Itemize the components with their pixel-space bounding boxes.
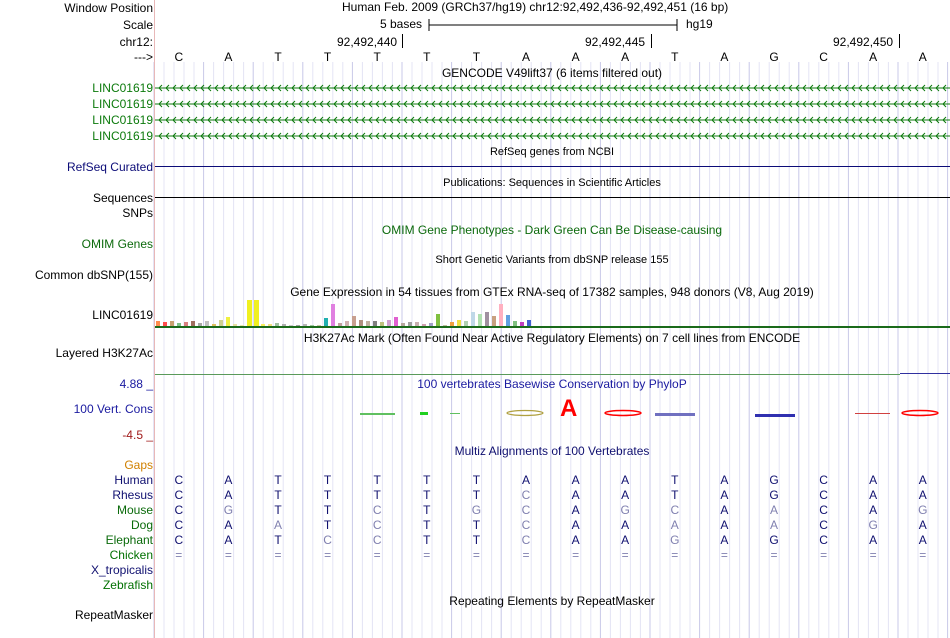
gencode-item-1[interactable]: LINC01619 bbox=[92, 81, 153, 95]
omim-label[interactable]: OMIM Genes bbox=[81, 237, 153, 251]
alignment-base: C bbox=[372, 503, 382, 517]
phylop-label[interactable]: 100 Vert. Cons bbox=[73, 402, 153, 416]
alignment-base: = bbox=[274, 548, 282, 562]
alignment-base: A bbox=[769, 518, 778, 532]
alignment-base: C bbox=[372, 533, 382, 547]
alignment-base: A bbox=[769, 503, 778, 517]
species-label-x_tropicalis[interactable]: X_tropicalis bbox=[90, 563, 153, 577]
species-label-rhesus[interactable]: Rhesus bbox=[112, 488, 153, 502]
phylop-mark bbox=[360, 413, 395, 415]
alignment-base: T bbox=[671, 473, 679, 487]
gtex-expression-bars[interactable] bbox=[155, 298, 950, 328]
alignment-base: G bbox=[918, 503, 928, 517]
alignment-base: = bbox=[869, 548, 877, 562]
alignment-base: T bbox=[323, 503, 332, 517]
alignment-base: C bbox=[819, 518, 828, 532]
ruler-tick-mark-3 bbox=[899, 34, 900, 48]
gencode-track-title[interactable]: GENCODE V49lift37 (6 items filtered out) bbox=[441, 66, 663, 80]
alignment-base: = bbox=[324, 548, 332, 562]
alignment-base: A bbox=[720, 503, 729, 517]
alignment-base: A bbox=[720, 473, 729, 487]
alignment-base: C bbox=[323, 533, 332, 547]
alignment-base: C bbox=[521, 503, 531, 517]
window-position-label: Window Position bbox=[64, 1, 153, 15]
alignment-base: C bbox=[521, 488, 531, 502]
ruler-tick-mark-1 bbox=[402, 34, 403, 48]
alignment-base: = bbox=[919, 548, 927, 562]
phylop-conservation-glyphs[interactable] bbox=[155, 394, 950, 424]
alignment-base: C bbox=[174, 503, 184, 517]
alignment-base: A bbox=[670, 518, 679, 532]
alignment-base: G bbox=[670, 533, 680, 547]
alignment-base: T bbox=[373, 488, 381, 502]
ruler-tick-3: 92,492,450 bbox=[833, 35, 894, 49]
strand-label: ---> bbox=[134, 50, 153, 64]
gtex-tissue-bar[interactable] bbox=[254, 300, 259, 326]
gtex-tissue-bar[interactable] bbox=[324, 318, 328, 326]
phylop-mark bbox=[507, 411, 543, 416]
alignment-base: A bbox=[571, 488, 580, 502]
alignment-base: A bbox=[571, 518, 580, 532]
alignment-base: T bbox=[423, 518, 431, 532]
alignment-base: T bbox=[373, 473, 381, 487]
alignment-base: T bbox=[472, 518, 481, 532]
base-letter: A bbox=[571, 50, 580, 64]
gtex-tissue-bar[interactable] bbox=[247, 300, 252, 326]
gtex-tissue-bar[interactable] bbox=[471, 312, 475, 326]
gtex-label[interactable]: LINC01619 bbox=[92, 308, 153, 322]
alignment-base: A bbox=[224, 518, 233, 532]
gtex-track-title[interactable]: Gene Expression in 54 tissues from GTEx RNA-seq of 17382 samples, 948 donors (V8, Aug 2019) bbox=[290, 285, 814, 299]
phylop-mark bbox=[420, 412, 428, 415]
alignment-base: T bbox=[274, 473, 282, 487]
alignment-base: T bbox=[423, 488, 431, 502]
base-letter: T bbox=[274, 50, 282, 64]
base-letter: T bbox=[323, 50, 332, 64]
alignment-base: A bbox=[571, 473, 580, 487]
gtex-tissue-bar[interactable] bbox=[499, 304, 503, 326]
ruler-tick-1: 92,492,440 bbox=[337, 35, 398, 49]
alignment-base: A bbox=[224, 473, 233, 487]
alignment-base: C bbox=[819, 473, 828, 487]
gtex-tissue-bar[interactable] bbox=[506, 315, 510, 326]
base-letter: T bbox=[671, 50, 679, 64]
refseq-line bbox=[155, 166, 950, 167]
alignment-base: A bbox=[720, 518, 729, 532]
alignment-base: = bbox=[572, 548, 580, 562]
alignment-base: T bbox=[472, 488, 481, 502]
multiz-track-title[interactable]: Multiz Alignments of 100 Vertebrates bbox=[454, 444, 650, 458]
base-letter: T bbox=[423, 50, 431, 64]
scale-text: 5 bases bbox=[380, 17, 423, 31]
gtex-tissue-bar[interactable] bbox=[331, 304, 335, 326]
gtex-tissue-bar[interactable] bbox=[394, 317, 398, 326]
alignment-base: = bbox=[621, 548, 629, 562]
alignment-base: G bbox=[769, 533, 779, 547]
alignment-base: C bbox=[670, 503, 680, 517]
alignment-base: G bbox=[769, 488, 779, 502]
alignment-base: A bbox=[621, 518, 630, 532]
alignment-base: G bbox=[471, 503, 482, 517]
alignment-base: C bbox=[174, 518, 184, 532]
alignment-base: T bbox=[323, 518, 332, 532]
species-label-zebrafish[interactable]: Zebrafish bbox=[102, 578, 153, 592]
alignment-base: C bbox=[819, 488, 828, 502]
dbsnp-track-title[interactable]: Short Genetic Variants from dbSNP release 155 bbox=[435, 254, 669, 266]
gtex-tissue-bar[interactable] bbox=[226, 317, 230, 326]
base-letter: A bbox=[521, 50, 530, 64]
scale-label: Scale bbox=[122, 18, 153, 32]
alignment-base: T bbox=[323, 488, 332, 502]
base-letter: T bbox=[472, 50, 481, 64]
phylop-track-title[interactable]: 100 vertebrates Basewise Conservation by PhyloP bbox=[417, 377, 687, 391]
ruler-tick-mark-2 bbox=[651, 34, 652, 48]
gtex-tissue-bar[interactable] bbox=[485, 312, 489, 326]
alignment-base: T bbox=[472, 533, 481, 547]
species-label-mouse[interactable]: Mouse bbox=[116, 503, 153, 517]
base-letter: C bbox=[819, 50, 828, 64]
phylop-mark bbox=[655, 413, 695, 416]
gencode-item-3[interactable]: LINC01619 bbox=[92, 113, 153, 127]
alignment-base: A bbox=[720, 488, 729, 502]
alignment-base: G bbox=[868, 518, 878, 532]
base-letter: T bbox=[373, 50, 381, 64]
gtex-baseline bbox=[155, 326, 950, 328]
base-letter: A bbox=[918, 50, 927, 64]
alignment-base: = bbox=[175, 548, 183, 562]
base-letter: A bbox=[869, 50, 878, 64]
alignment-base: A bbox=[621, 533, 630, 547]
scale-bar bbox=[428, 17, 680, 33]
alignment-base: = bbox=[522, 548, 530, 562]
repeatmasker-label[interactable]: RepeatMasker bbox=[74, 608, 153, 622]
alignment-base: = bbox=[720, 548, 728, 562]
phylop-max-label: 4.88 _ bbox=[119, 377, 153, 391]
alignment-base: T bbox=[423, 473, 431, 487]
alignment-base: = bbox=[224, 548, 232, 562]
refseq-label[interactable]: RefSeq Curated bbox=[66, 160, 153, 174]
alignment-base: A bbox=[918, 533, 927, 547]
alignment-base: T bbox=[274, 533, 282, 547]
base-letter: A bbox=[621, 50, 630, 64]
gencode-item-4[interactable]: LINC01619 bbox=[92, 129, 153, 143]
alignment-base: = bbox=[373, 548, 381, 562]
phylop-min-label: -4.5 _ bbox=[122, 428, 153, 442]
alignment-base: A bbox=[571, 503, 580, 517]
alignment-base: C bbox=[174, 533, 184, 547]
gtex-tissue-bar[interactable] bbox=[352, 316, 356, 326]
alignment-base: C bbox=[521, 518, 531, 532]
snps-label[interactable]: SNPs bbox=[122, 206, 153, 220]
h3k27ac-signal-end bbox=[900, 373, 950, 374]
alignment-base: A bbox=[273, 518, 282, 532]
base-letter: A bbox=[720, 50, 729, 64]
phylop-mark bbox=[855, 413, 890, 414]
assembly-text: hg19 bbox=[686, 17, 713, 31]
alignment-base: C bbox=[372, 518, 382, 532]
alignment-base: = bbox=[472, 548, 480, 562]
alignment-base: T bbox=[423, 503, 431, 517]
ruler-tick-2: 92,492,445 bbox=[585, 35, 646, 49]
gtex-tissue-bar[interactable] bbox=[478, 314, 482, 326]
dbsnp-label[interactable]: Common dbSNP(155) bbox=[34, 268, 153, 282]
species-label-elephant[interactable]: Elephant bbox=[105, 533, 153, 547]
alignment-base: T bbox=[323, 473, 332, 487]
gtex-tissue-bar[interactable] bbox=[492, 316, 496, 326]
chrom-label: chr12: bbox=[119, 35, 153, 49]
alignment-base: A bbox=[621, 473, 630, 487]
species-label-dog[interactable]: Dog bbox=[130, 518, 153, 532]
phylop-mark bbox=[902, 411, 938, 416]
alignment-base: A bbox=[521, 473, 530, 487]
alignment-base: A bbox=[869, 503, 878, 517]
alignment-base: C bbox=[174, 473, 184, 487]
phylop-conserved-base: A bbox=[560, 395, 578, 422]
alignment-base: = bbox=[423, 548, 431, 562]
alignment-base: C bbox=[819, 533, 828, 547]
window-position-text: Human Feb. 2009 (GRCh37/hg19) chr12:92,492,436-92,492,451 (16 bp) bbox=[342, 0, 729, 14]
gencode-item-2[interactable]: LINC01619 bbox=[92, 97, 153, 111]
phylop-mark bbox=[605, 411, 641, 416]
alignment-base: = bbox=[671, 548, 679, 562]
refseq-track-title[interactable]: RefSeq genes from NCBI bbox=[489, 146, 615, 158]
alignment-base: A bbox=[869, 488, 878, 502]
alignment-base: T bbox=[472, 473, 481, 487]
species-label-human[interactable]: Human bbox=[114, 473, 153, 487]
h3k27ac-baseline bbox=[155, 374, 900, 375]
base-letter: G bbox=[769, 50, 779, 64]
species-label-chicken[interactable]: Chicken bbox=[109, 548, 153, 562]
base-letter: C bbox=[174, 50, 184, 64]
alignment-base: G bbox=[223, 503, 234, 517]
gencode-transcripts[interactable] bbox=[155, 80, 950, 144]
sequences-label[interactable]: Sequences bbox=[92, 191, 153, 205]
h3k27ac-track-title[interactable]: H3K27Ac Mark (Often Found Near Active Regulatory Elements) on 7 cell lines from ENCODE bbox=[303, 331, 801, 345]
sequences-line bbox=[155, 197, 950, 198]
alignment-base: A bbox=[224, 533, 233, 547]
alignment-base: T bbox=[274, 488, 282, 502]
sequences-track-title[interactable]: Publications: Sequences in Scientific Articles bbox=[443, 177, 661, 189]
alignment-base: T bbox=[274, 503, 282, 517]
alignment-base: = bbox=[820, 548, 828, 562]
omim-track-title[interactable]: OMIM Gene Phenotypes - Dark Green Can Be Disease-causing bbox=[381, 223, 723, 237]
alignment-base: A bbox=[918, 518, 927, 532]
alignment-base: A bbox=[918, 488, 927, 502]
alignment-base: A bbox=[621, 488, 630, 502]
alignment-base: A bbox=[224, 488, 233, 502]
alignment-base: C bbox=[174, 488, 184, 502]
alignment-base: C bbox=[521, 533, 531, 547]
alignment-base: T bbox=[423, 533, 431, 547]
alignment-base: = bbox=[770, 548, 778, 562]
phylop-mark bbox=[450, 413, 460, 414]
gtex-tissue-bar[interactable] bbox=[436, 314, 440, 326]
alignment-base: A bbox=[869, 473, 878, 487]
alignment-base: A bbox=[918, 473, 927, 487]
alignment-base: G bbox=[769, 473, 779, 487]
alignment-base: T bbox=[671, 488, 679, 502]
alignment-base: A bbox=[720, 533, 729, 547]
repeatmasker-track-title[interactable]: Repeating Elements by RepeatMasker bbox=[449, 594, 655, 608]
alignment-base: G bbox=[620, 503, 630, 517]
phylop-mark bbox=[755, 414, 795, 417]
h3k27ac-label[interactable]: Layered H3K27Ac bbox=[55, 346, 153, 360]
alignment-base: A bbox=[571, 533, 580, 547]
alignment-base: A bbox=[869, 533, 878, 547]
gaps-label[interactable]: Gaps bbox=[124, 458, 153, 472]
base-letter: A bbox=[224, 50, 233, 64]
alignment-base: C bbox=[819, 503, 828, 517]
